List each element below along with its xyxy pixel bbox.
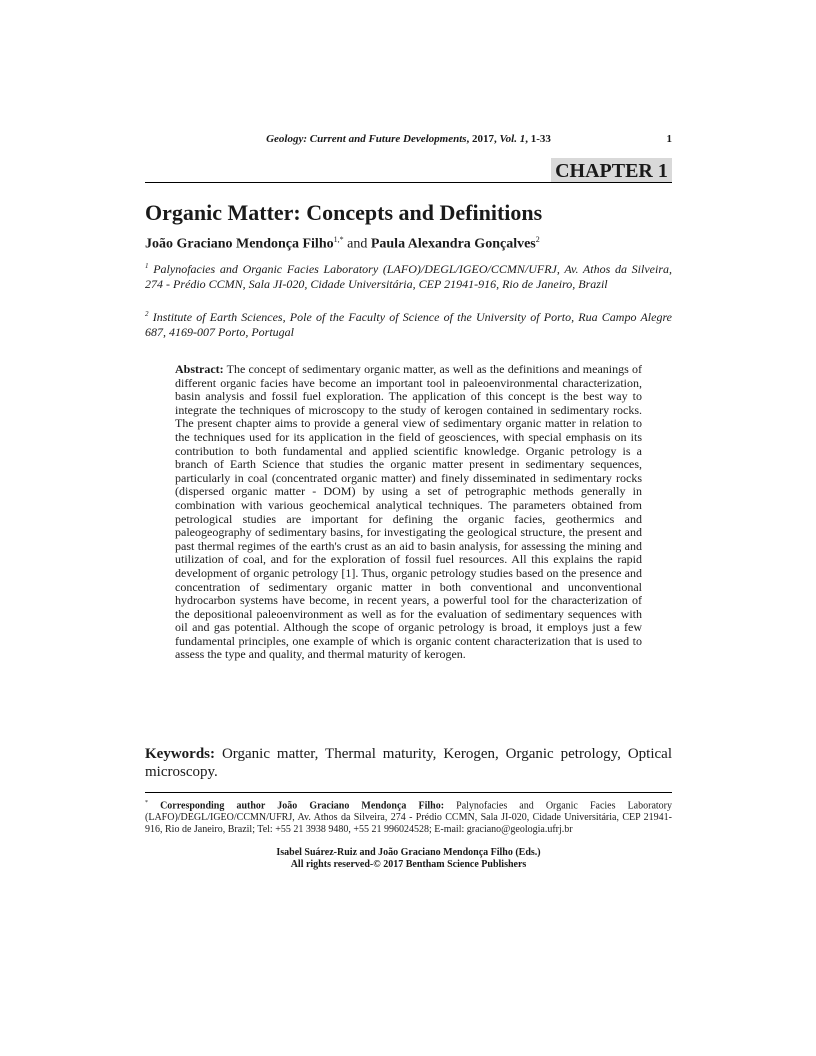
abstract-text: The concept of sedimentary organic matter, as well as the definitions and meanings of different organic facies have become an important tool in paleoenvironmental characterization, basin analysis and fossil fuel exploration. The application of this concept is the best way to integrate the techniques of microscopy to the study of kerogen contained in sedimentary rocks. The present chapter aims to provide a general view of sedimentary organic matter in relation to the techniques used for its application in the field of geosciences, with special emphasis on its contribution to both fundamental and applied scientific knowledge. Organic petrology is a branch of Earth Science that studies the organic matter present in sedimentary sequences, particularly in coal (concentrated organic matter) and finely disseminated in sedimentary rocks (dispersed organic matter - DOM) by using a set of petrographic methods generally in combination with various geochemical analytical techniques. The parameters obtained from petrological studies are important for defining the organic facies, geothermics and paleogeography of sedimentary basins, for investigating the geological structure, the present and past thermal regimes of the earth's crust as an aid to basin analysis, for assessing the mining and utilization of coal, and for the exploration of fossil fuel resources. All this explains the rapid development of organic petrology [1]. Thus, organic petrology studies based on the presence and concentration of sedimentary organic matter in both conventional and unconventional hydrocarbon systems have become, in recent years, a powerful tool for the characterization of the depositional paleoenvironment as well as for the evaluation of sedimentary sequences with oil and gas potential. Although the scope of organic petrology is broad, it employs just a few fundamental principles, one example of which is organic content characterization that is used to assess the type and quality, and thermal maturity of kerogen. — [175, 362, 642, 662]
author-2: Paula Alexandra Gonçalves — [370, 236, 536, 252]
chapter-rule — [145, 182, 672, 183]
footnote-rule — [145, 792, 672, 793]
rights-line: All rights reserved-© 2017 Bentham Science Publishers — [290, 859, 527, 870]
editors-line: Isabel Suárez-Ruiz and João Graciano Mendonça Filho (Eds.) — [276, 847, 541, 858]
keywords-text: Organic matter, Thermal maturity, Kerogen, Organic petrology, Optical microscopy. — [145, 746, 672, 780]
journal-year: , 2017, — [466, 133, 500, 145]
footnote-text: Palynofacies and Organic Facies Laboratory (LAFO)/DEGL/IGEO/CCMN/UFRJ, Av. Athos da Silveira, 274 - Prédio CCMN, Sala JI-020, Cidade Universitária, CEP 21941-916, Rio de Janeiro, Brazil; Tel: +55 21 3938 9480, +55 21 996024528; E-mail: graciano@geologia.ufrj.br — [145, 800, 672, 836]
footnote — [145, 797, 672, 836]
author-line — [145, 235, 672, 253]
footnote-label: Corresponding author João Graciano Mendonça Filho: — [148, 800, 445, 812]
chapter-title: Organic Matter: Concepts and Definitions — [145, 200, 543, 225]
author-1: João Graciano Mendonça Filho — [145, 236, 334, 252]
author-joiner: and — [343, 236, 371, 252]
journal-name: Geology: Current and Future Developments — [266, 133, 467, 145]
abstract-label: Abstract: — [175, 362, 224, 376]
affiliation-1 — [145, 259, 672, 292]
author-2-affiliation-mark: 2 — [535, 235, 540, 244]
page-number: 1 — [666, 133, 672, 145]
affiliation-1-text: Palynofacies and Organic Facies Laboratory (LAFO)/DEGL/IGEO/CCMN/UFRJ, Av. Athos da Silveira, 274 - Prédio CCMN, Sala JI-020, Cidade Universitária, CEP 21941-916, Rio de Janeiro, Brazil — [145, 262, 672, 291]
author-1-affiliation-mark: 1,* — [333, 235, 344, 244]
affiliation-2-text: Institute of Earth Sciences, Pole of the Faculty of Science of the University of Porto, Rua Campo Alegre 687, 4169-007 Porto, Portugal — [145, 310, 672, 339]
abstract — [175, 363, 642, 662]
journal-volume: Vol. 1 — [499, 133, 526, 145]
journal-citation — [266, 133, 551, 145]
affiliation-1-mark: 1 — [145, 262, 149, 270]
keywords — [145, 745, 672, 781]
running-header — [145, 133, 672, 145]
chapter-label: CHAPTER 1 — [551, 158, 672, 182]
footnote-mark: * — [145, 800, 148, 806]
publisher-credits — [145, 847, 672, 871]
keywords-label: Keywords: — [145, 746, 215, 762]
journal-pages: , 1-33 — [525, 133, 551, 145]
affiliation-2-mark: 2 — [145, 310, 149, 318]
affiliation-2 — [145, 307, 672, 340]
